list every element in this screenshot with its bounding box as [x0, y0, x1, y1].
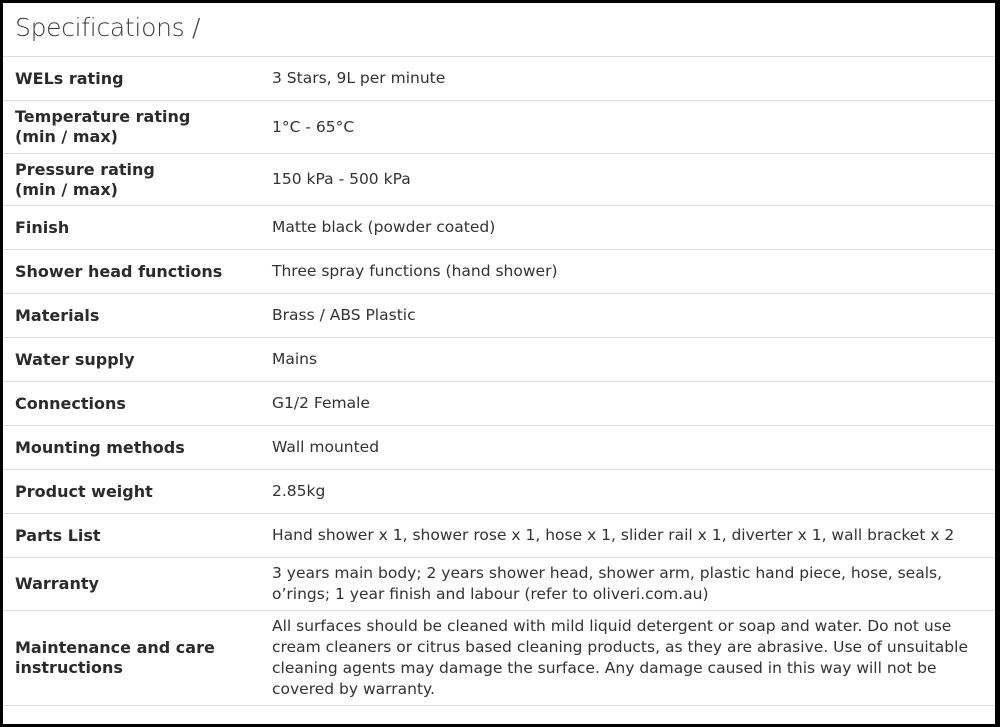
spec-label: Maintenance and care instructions	[15, 638, 215, 677]
spec-label: Warranty	[15, 574, 99, 593]
spec-label: Temperature rating (min / max)	[15, 107, 191, 146]
spec-label: Water supply	[15, 349, 135, 369]
spec-value: 1°C - 65°C	[272, 117, 355, 136]
spec-row-pressure-rating	[3, 154, 995, 206]
spec-row-temperature-rating	[3, 101, 995, 154]
spec-label: Parts List	[15, 525, 101, 545]
spec-value: 3 years main body; 2 years shower head, shower arm, plastic hand piece, hose, seals, o’rings; 1 year finish and labour (refer to oliveri.com.au)	[272, 564, 943, 603]
spec-label: Mounting methods	[15, 437, 185, 457]
spec-value: 150 kPa - 500 kPa	[272, 170, 411, 188]
spec-value: Matte black (powder coated)	[272, 218, 496, 236]
spec-value: All surfaces should be cleaned with mild liquid detergent or soap and water. Do not use cream cleaners or citrus based cleaning products, as they are abrasive. Use of unsuitable cleaning agents may damage the surface. Any damage caused in this way will not be covered by warranty.	[272, 617, 968, 698]
spec-row-finish	[3, 206, 995, 250]
spec-label: Pressure rating (min / max)	[15, 159, 155, 199]
spec-row-connections	[3, 382, 995, 426]
spec-row-wels-rating	[3, 57, 995, 101]
spec-value: 2.85kg	[272, 482, 326, 500]
page-title: Specifications /	[3, 3, 995, 57]
spec-label: Connections	[15, 393, 126, 413]
spec-row-materials	[3, 294, 995, 338]
spec-label: Materials	[15, 305, 100, 325]
spec-value: Brass / ABS Plastic	[272, 306, 416, 324]
spec-value: G1/2 Female	[272, 394, 370, 412]
spec-row-shower-head-functions	[3, 250, 995, 294]
spec-row-water-supply	[3, 338, 995, 382]
spec-value: Three spray functions (hand shower)	[272, 262, 558, 280]
spec-value: Wall mounted	[272, 438, 380, 456]
specifications-panel	[3, 3, 995, 724]
spec-label: Shower head functions	[15, 261, 223, 281]
spec-row-product-weight	[3, 470, 995, 514]
spec-value: Mains	[272, 350, 318, 368]
spec-label: WELs rating	[15, 68, 124, 88]
spec-row-maintenance	[3, 611, 995, 706]
spec-row-mounting-methods	[3, 426, 995, 470]
spec-label: Product weight	[15, 481, 153, 501]
spec-row-parts-list	[3, 514, 995, 558]
spec-label: Finish	[15, 217, 70, 237]
spec-value: 3 Stars, 9L per minute	[272, 69, 446, 87]
spec-value: Hand shower x 1, shower rose x 1, hose x 1, slider rail x 1, diverter x 1, wall bracket x 2	[272, 526, 955, 544]
spec-row-warranty	[3, 558, 995, 611]
